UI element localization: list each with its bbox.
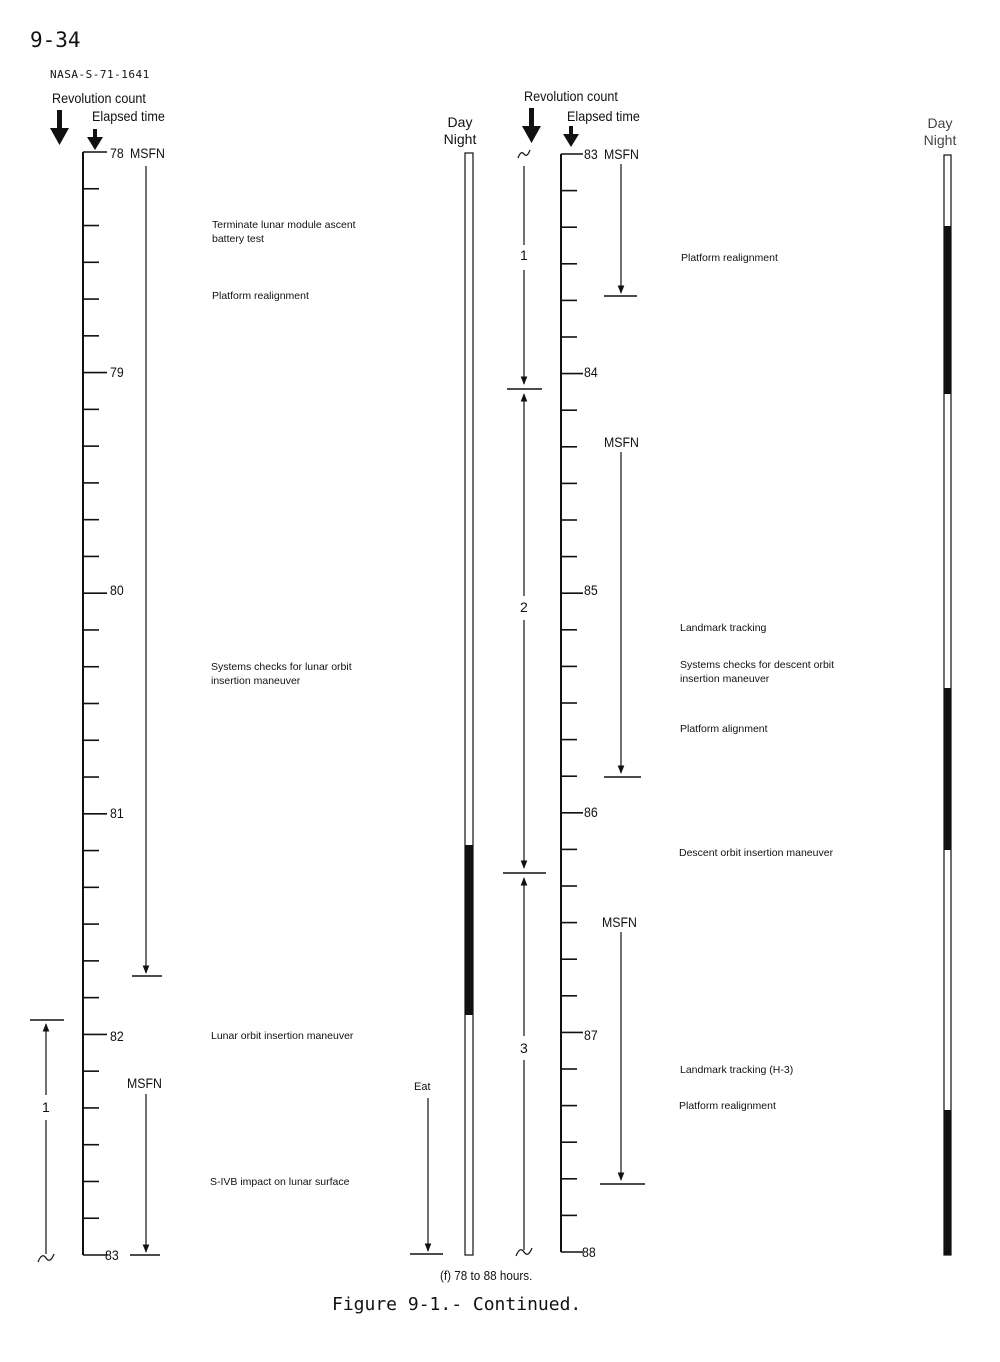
event-terminate-battery-test [212,218,356,246]
event-platform-realignment-1 [212,289,309,303]
event-line: S-IVB impact on lunar surface [210,1176,350,1188]
rev-break-top [518,150,530,158]
right-header-daynight [910,115,970,149]
night-segment-right-1 [944,226,951,394]
left-hour-label: 81 [110,805,124,821]
left-hour-label: 80 [110,582,124,598]
event-line: insertion maneuver [680,673,770,685]
right-revolution-arrow-head [522,126,541,143]
event-landmark-tracking [680,621,766,635]
page-number: 9-34 [30,28,81,52]
event-platform-realignment-3 [679,1099,776,1113]
figure-caption: Figure 9-1.- Continued. [332,1294,582,1315]
eat-label: Eat [414,1081,431,1093]
event-line: Landmark tracking [680,622,767,634]
event-line: Platform alignment [680,723,768,735]
left-header-revolution: Revolution count [52,90,146,106]
event-landmark-tracking-h3 [680,1063,793,1077]
event-platform-alignment [680,722,768,736]
event-loi-maneuver [211,1029,353,1043]
event-line: Systems checks for lunar orbit [211,661,352,673]
left-time-axis [83,152,107,1255]
left-hour-label: 82 [110,1028,124,1044]
event-line: insertion maneuver [211,675,301,687]
left-header-daynight [430,114,490,148]
left-header-night: Night [443,131,477,147]
msfn-label-right-3: MSFN [602,914,637,930]
night-segment-left-1 [465,845,473,1015]
panel-caption: (f) 78 to 88 hours. [440,1268,533,1283]
revolution-label-2: 2 [520,599,528,615]
left-hour-label: 78 [110,145,124,161]
event-line: Platform realignment [212,290,309,302]
rev-bracket-left-break [38,1254,54,1262]
event-line: battery test [212,233,264,245]
right-time-axis [561,154,583,1252]
figure-id: NASA-S-71-1641 [50,68,150,81]
right-hour-label: 84 [584,364,598,380]
night-segment-right-3 [944,1110,951,1255]
revolution-label-3: 3 [520,1040,528,1056]
msfn-label-right-2: MSFN [604,434,639,450]
left-revolution-arrow-head [50,128,69,145]
msfn-label-left-2: MSFN [127,1075,162,1091]
right-header-revolution: Revolution count [524,88,618,104]
right-hour-label: 83 [584,146,598,162]
right-hour-label: 85 [584,582,598,598]
msfn-label-right-1: MSFN [604,146,639,162]
event-line: Descent orbit insertion maneuver [679,847,834,859]
event-line: Platform realignment [679,1100,776,1112]
night-segment-right-2 [944,688,951,850]
left-elapsed-arrow-head [87,137,103,150]
msfn-label-left-1: MSFN [130,145,165,161]
right-hour-label: 88 [582,1244,596,1260]
left-hour-label: 83 [105,1247,119,1263]
left-hour-label: 79 [110,364,124,380]
event-line: Platform realignment [681,252,778,264]
event-line: Landmark tracking (H-3) [680,1064,794,1076]
event-systems-checks-doi [680,658,834,686]
event-doi-maneuver [679,846,833,860]
right-hour-label: 86 [584,804,598,820]
right-elapsed-arrow-head [563,134,579,147]
right-header-elapsed: Elapsed time [567,108,640,124]
right-header-night: Night [923,132,957,148]
event-sivb-impact [210,1175,349,1189]
event-platform-realignment-2 [681,251,778,265]
event-systems-checks-loi [211,660,352,688]
left-header-day: Day [447,114,473,130]
daynight-bar-left [465,153,473,1255]
daynight-bar-right [944,155,951,1255]
event-line: Lunar orbit insertion maneuver [211,1030,354,1042]
right-hour-label: 87 [584,1027,598,1043]
revolution-label-left: 1 [42,1099,50,1115]
event-line: Systems checks for descent orbit [680,659,835,671]
event-line: Terminate lunar module ascent [212,219,356,231]
daynight-bar-left-frame [465,153,473,1255]
right-header-day: Day [927,115,953,131]
left-header-elapsed: Elapsed time [92,108,165,124]
revolution-label-1: 1 [520,247,528,263]
